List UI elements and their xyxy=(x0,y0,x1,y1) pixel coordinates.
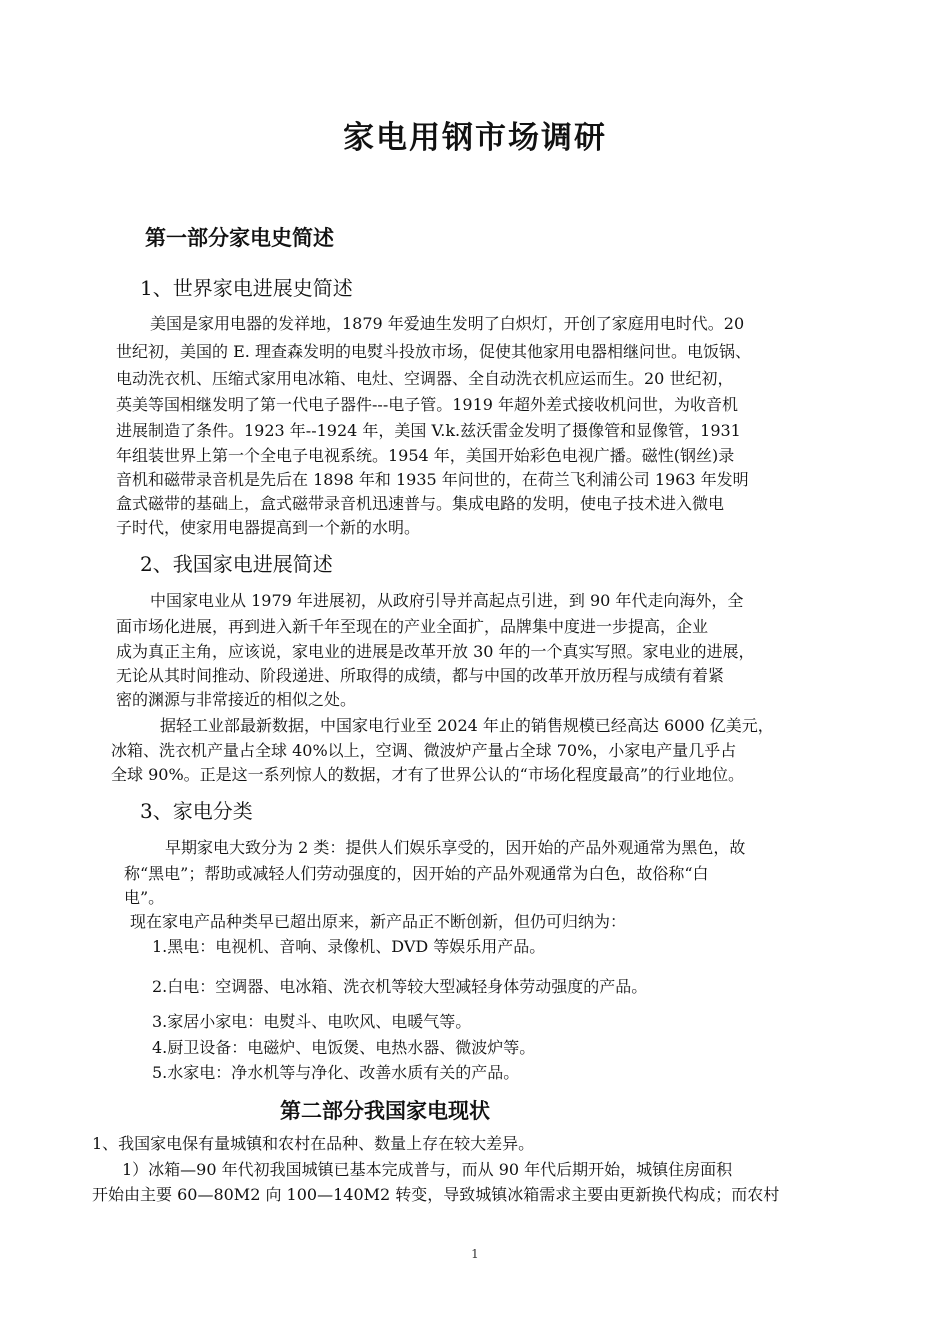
paragraph-line: 成为真正主角，应该说，家电业的进展是改革开放 30 年的一个真实写照。家电业的进展， xyxy=(116,642,755,661)
paragraph-line: 早期家电大致分为 2 类：提供人们娱乐享受的，因开始的产品外观通常为黑色，故 xyxy=(165,838,746,857)
paragraph-line: 电动洗衣机、压缩式家用电冰箱、电灶、空调器、全自动洗衣机应运而生。20 世纪初， xyxy=(116,369,734,388)
list-item: 5.水家电：净水机等与净化、改善水质有关的产品。 xyxy=(152,1063,520,1082)
paragraph-line: 现在家电产品种类早已超出原来，新产品正不断创新，但仍可归纳为： xyxy=(130,912,627,931)
paragraph-line: 面市场化进展，再到进入新千年至现在的产业全面扩，品牌集中度进一步提高，企业 xyxy=(116,617,709,636)
paragraph-line: 称“黑电”；帮助或减轻人们劳动强度的，因开始的产品外观通常为白色，故俗称“白 xyxy=(124,864,709,883)
paragraph-line: 1、我国家电保有量城镇和农村在品种、数量上存在较大差异。 xyxy=(92,1134,535,1153)
section2-heading: 2、我国家电进展简述 xyxy=(140,552,333,576)
page-number: 1 xyxy=(471,1247,479,1261)
paragraph-line: 年组装世界上第一个全电子电视系统。1954 年，美国开始彩色电视广播。磁性(钢丝)录 xyxy=(116,446,735,465)
part2-heading: 第二部分我国家电现状 xyxy=(280,1098,490,1123)
section3-heading: 3、家电分类 xyxy=(140,799,253,823)
paragraph-line: 1）冰箱—90 年代初我国城镇已基本完成普与，而从 90 年代后期开始，城镇住房面积 xyxy=(122,1160,733,1179)
paragraph-line: 世纪初，美国的 E. 理查森发明的电熨斗投放市场，促使其他家用电器相继问世。电饭锅、 xyxy=(116,342,751,361)
page-title: 家电用钢市场调研 xyxy=(343,120,607,156)
paragraph-line: 子时代，使家用电器提高到一个新的水明。 xyxy=(116,518,421,537)
list-item: 2.白电：空调器、电冰箱、洗衣机等较大型减轻身体劳动强度的产品。 xyxy=(152,977,648,996)
paragraph-line: 无论从其时间推动、阶段递进、所取得的成绩，都与中国的改革开放历程与成绩有着紧 xyxy=(116,666,725,685)
paragraph-line: 英美等国相继发明了第一代电子器件---电子管。1919 年超外差式接收机问世，为收音机 xyxy=(116,395,739,414)
paragraph-line: 据轻工业部最新数据，中国家电行业至 2024 年止的销售规模已经高达 6000 亿美元， xyxy=(160,716,774,735)
paragraph-line: 美国是家用电器的发祥地，1879 年爱迪生发明了白炽灯，开创了家庭用电时代。20 xyxy=(150,314,745,333)
section1-heading: 1、世界家电进展史简述 xyxy=(140,276,353,300)
paragraph-line: 盒式磁带的基础上，盒式磁带录音机迅速普与。集成电路的发明，使电子技术进入微电 xyxy=(116,494,725,513)
paragraph-line: 全球 90%。正是这一系列惊人的数据，才有了世界公认的“市场化程度最高”的行业地位。 xyxy=(111,765,745,784)
list-item: 4.厨卫设备：电磁炉、电饭煲、电热水器、微波炉等。 xyxy=(152,1038,536,1057)
paragraph-line: 中国家电业从 1979 年进展初，从政府引导并高起点引进，到 90 年代走向海外，全 xyxy=(150,591,744,610)
paragraph-line: 电”。 xyxy=(124,888,165,907)
list-item: 3.家居小家电：电熨斗、电吹风、电暖气等。 xyxy=(152,1012,472,1031)
paragraph-line: 音机和磁带录音机是先后在 1898 年和 1935 年问世的，在荷兰飞利浦公司 1963 年发明 xyxy=(116,470,749,489)
part1-heading: 第一部分家电史简述 xyxy=(145,225,334,250)
paragraph-line: 进展制造了条件。1923 年--1924 年，美国 V.k.兹沃雷金发明了摄像管和显像管，1931 xyxy=(116,421,741,440)
paragraph-line: 密的渊源与非常接近的相似之处。 xyxy=(116,690,357,709)
list-item: 1.黑电：电视机、音响、录像机、DVD 等娱乐用产品。 xyxy=(152,937,546,956)
paragraph-line: 开始由主要 60—80M2 向 100—140M2 转变，导致城镇冰箱需求主要由更新换代构成；而农村 xyxy=(92,1185,780,1204)
paragraph-line: 冰箱、洗衣机产量占全球 40%以上，空调、微波炉产量占全球 70%，小家电产量几乎占 xyxy=(111,741,737,760)
